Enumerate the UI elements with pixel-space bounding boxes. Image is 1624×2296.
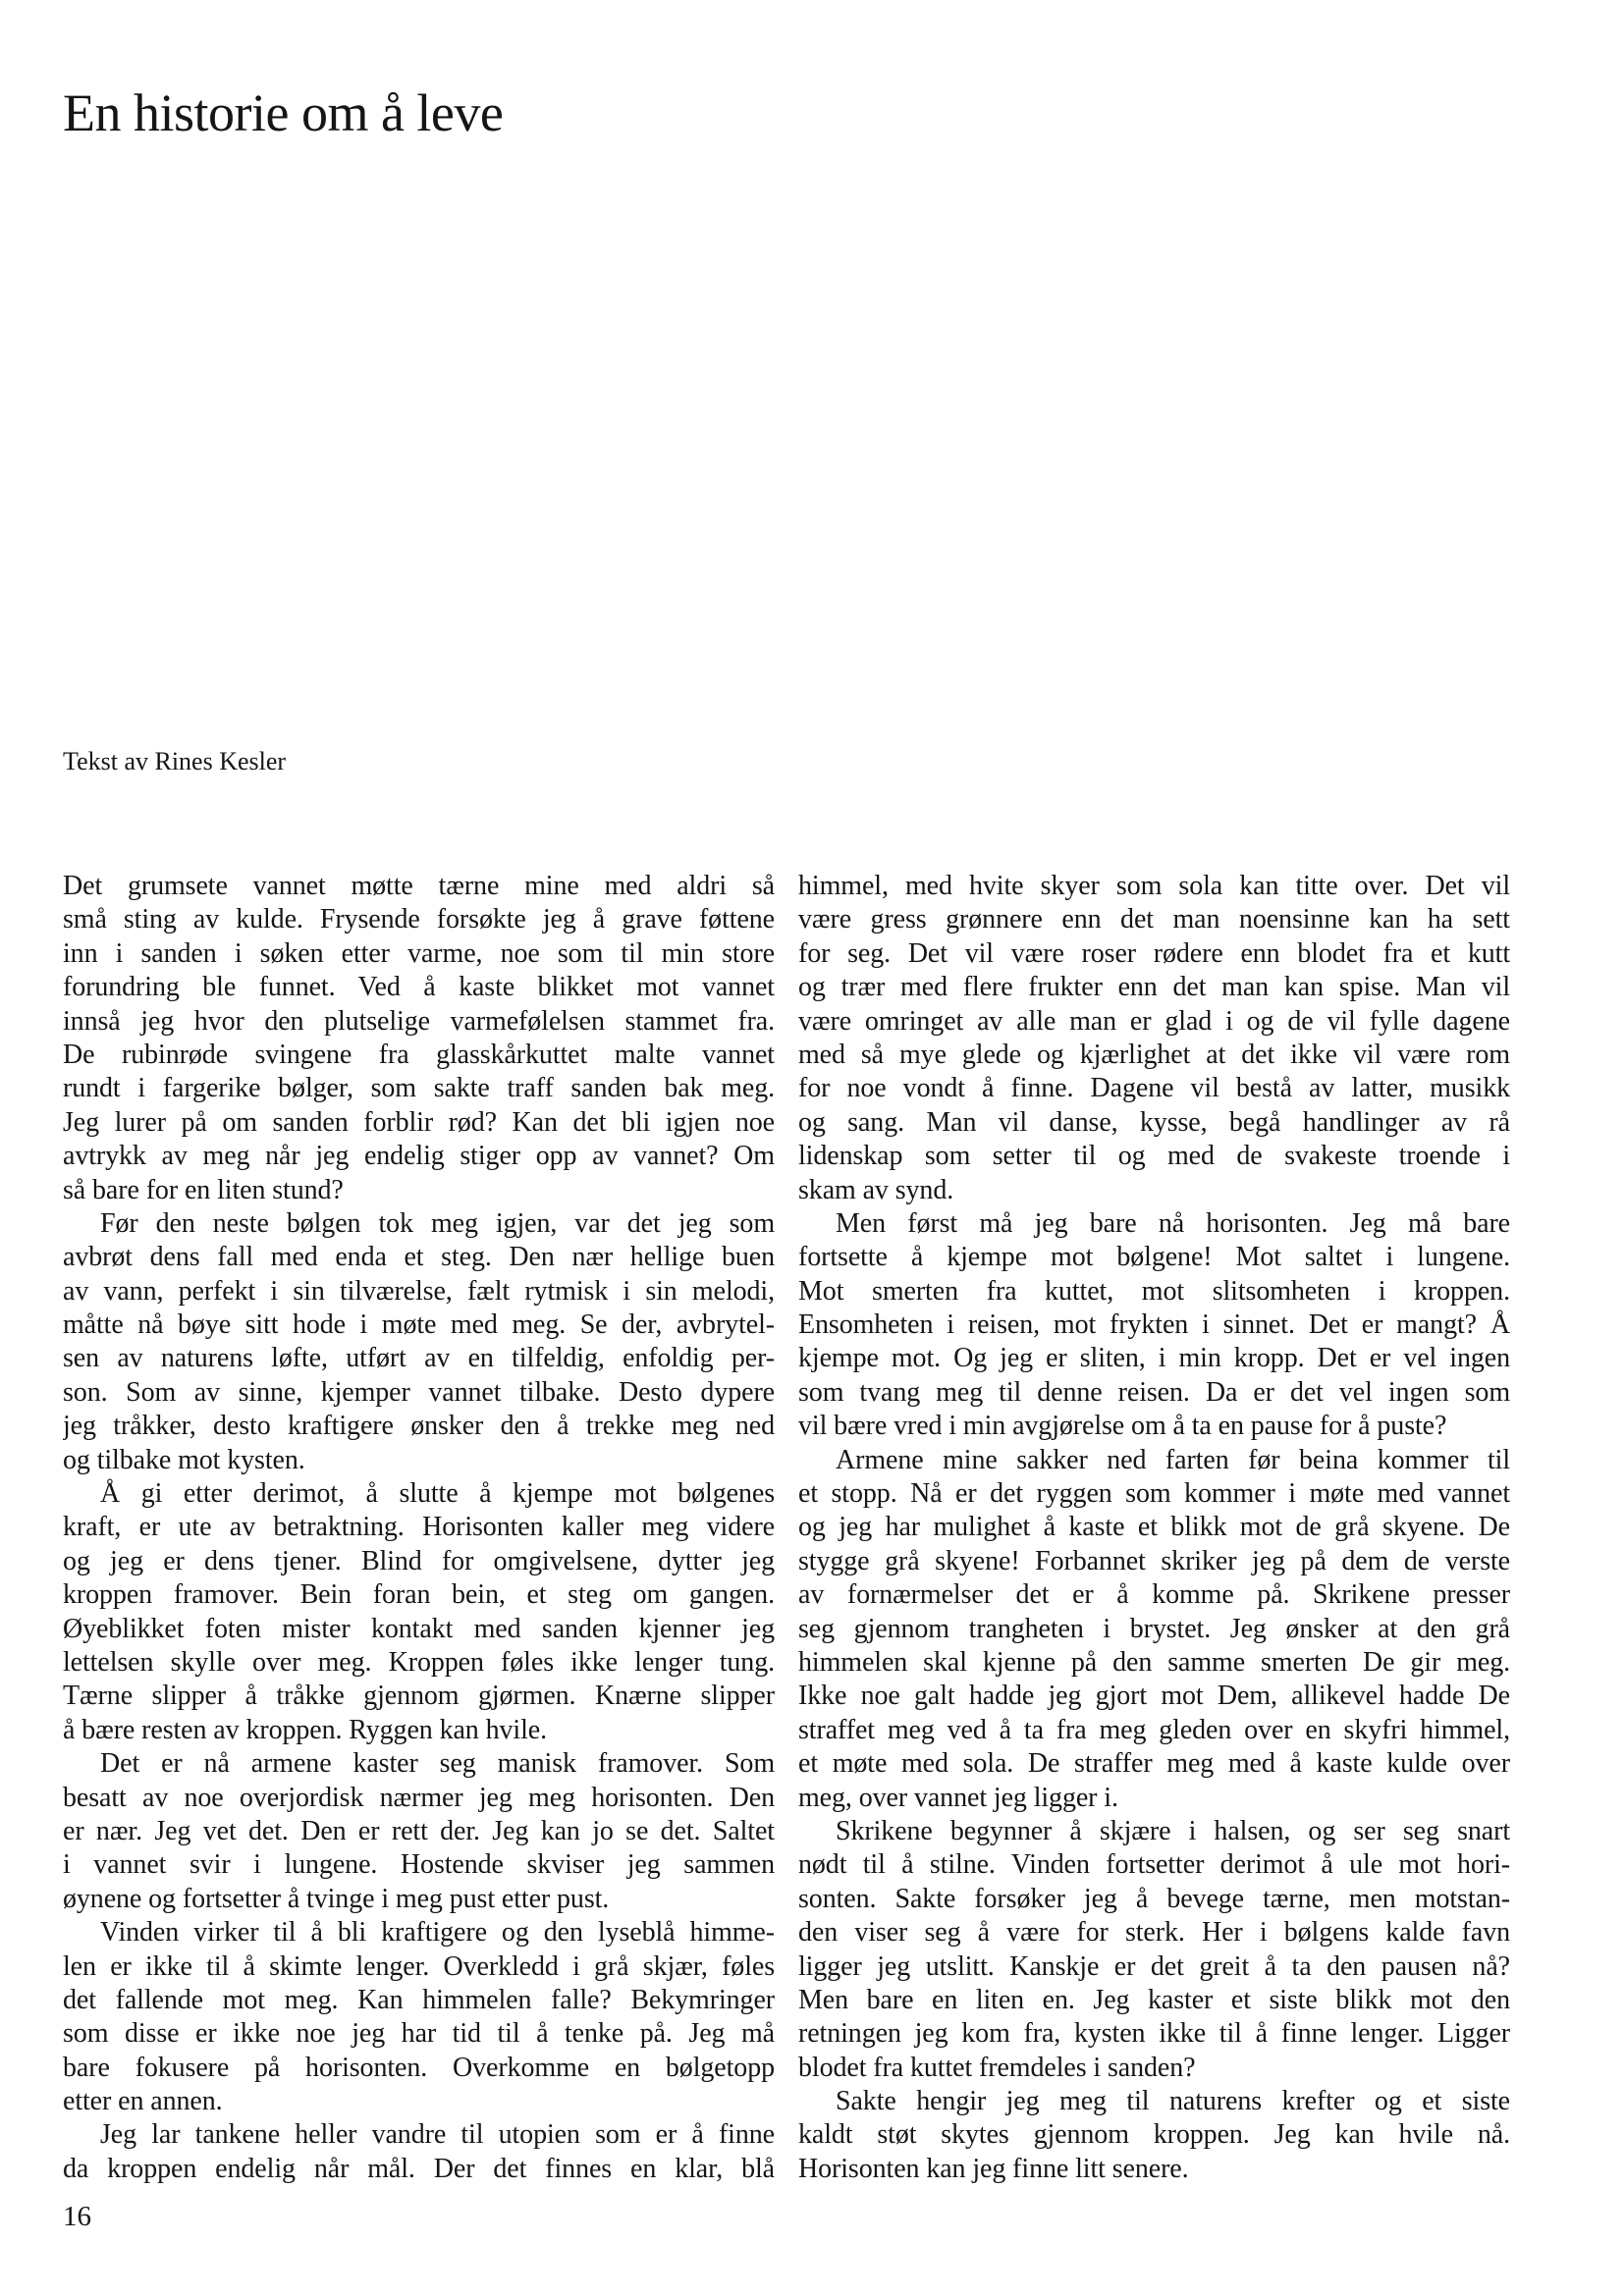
body-column-left [63,870,775,2186]
paragraph [798,1444,1510,1815]
text-line: øynene og fortsetter å tvinge i meg pust etter pust. [63,1883,610,1914]
text-line: jeg tråkker, desto kraftigere ønsker den å trekke meg ned [63,1411,775,1442]
paragraph [798,1815,1510,2085]
paragraph [63,870,775,1207]
article-title: En historie om å leve [63,83,504,143]
text-line: Sakte hengir jeg meg til naturens krefter og et siste [836,2086,1510,2117]
text-line: å bære resten av kroppen. Ryggen kan hvile. [63,1714,547,1745]
text-line: for noe vondt å finne. Dagene vil bestå av latter, musikk [798,1073,1510,1104]
text-line: fortsette å kjempe mot bølgene! Mot saltet i lungene. [798,1242,1510,1273]
text-line: rundt i fargerike bølger, som sakte traff sanden bak meg. [63,1073,775,1104]
text-line: som disse er ikke noe jeg har tid til å tenke på. Jeg må [63,2018,775,2050]
text-line: avbrøt dens fall med enda et steg. Den nær hellige buen [63,1242,775,1273]
text-line: Tærne slipper å tråkke gjennom gjørmen. Knærne slipper [63,1681,775,1712]
text-line: straffet meg ved å ta fra meg gleden over en skyfri himmel, [798,1714,1510,1745]
text-line: kroppen framover. Bein foran bein, et steg om gangen. [63,1579,775,1611]
text-line: Jeg lar tankene heller vandre til utopien som er å finne [100,2119,775,2151]
text-line: Armene mine sakker ned farten før beina kommer til [836,1444,1510,1475]
text-line: Ensomheten i reisen, mot frykten i sinnet. Det er mangt? Å [798,1309,1510,1341]
text-line: et møte med sola. De straffer meg med å kaste kulde over [798,1748,1510,1780]
text-line: Det grumsete vannet møtte tærne mine med aldri så [63,871,775,901]
text-line: Horisonten kan jeg finne litt senere. [798,2153,1189,2184]
text-line: Skrikene begynner å skjære i halsen, og ser seg snart [836,1815,1510,1846]
text-line: Det er nå armene kaster seg manisk framover. Som [100,1748,775,1780]
text-line: og sang. Man vil danse, kysse, begå handlinger av rå [798,1106,1510,1138]
text-line: len er ikke til å skimte lenger. Overkledd i grå skjær, føles [63,1950,775,1982]
text-line: Øyeblikket foten mister kontakt med sanden kjenner jeg [63,1613,775,1644]
text-line: og jeg har mulighet å kaste et blikk mot de grå skyene. De [798,1512,1510,1543]
paragraph [798,2085,1510,2186]
text-line: ligger jeg utslitt. Kanskje er det greit å ta den pausen nå? [798,1950,1510,1982]
text-line: Men først må jeg bare nå horisonten. Jeg må bare [836,1207,1510,1239]
text-line: Ikke noe galt hadde jeg gjort mot Dem, allikevel hadde De [798,1681,1510,1712]
text-line: retningen jeg kom fra, kysten ikke til å finne lenger. Ligger [798,2018,1510,2050]
text-line: himmelen skal kjenne på den samme smerten De gir meg. [798,1646,1510,1678]
text-line: seg gjennom trangheten i brystet. Jeg ønsker at den grå [798,1613,1510,1644]
text-line: være gress grønnere enn det man noensinne kan ha sett [798,904,1510,935]
text-line: så bare for en liten stund? [63,1174,344,1205]
text-line: det fallende mot meg. Kan himmelen falle? Bekymringer [63,1984,775,2015]
text-line: himmel, med hvite skyer som sola kan titte over. Det vil [798,871,1510,901]
text-line: skam av synd. [798,1174,954,1205]
text-line: kraft, er ute av betraktning. Horisonten kaller meg videre [63,1512,775,1543]
text-line: forundring ble funnet. Ved å kaste blikket mot vannet [63,972,775,1003]
text-line: sonten. Sakte forsøker jeg å bevege tærne, men motstan- [798,1883,1510,1914]
text-line: lettelsen skylle over meg. Kroppen føles ikke lenger tung. [63,1646,775,1678]
text-line: av vann, perfekt i sin tilværelse, fælt rytmisk i sin melodi, [63,1275,775,1307]
text-line: vil bære vred i min avgjørelse om å ta en pause for å puste? [798,1411,1447,1442]
text-line: innså jeg hvor den plutselige varmefølelsen stammet fra. [63,1005,775,1037]
text-line: inn i sanden i søken etter varme, noe som til min store [63,937,775,969]
text-line: son. Som av sinne, kjemper vannet tilbake. Desto dypere [63,1376,775,1408]
article-byline: Tekst av Rines Kesler [63,747,287,775]
paragraph [63,2118,775,2186]
article-body [63,870,1510,2186]
paragraph [63,1747,775,1916]
paragraph [63,1207,775,1477]
text-line: avtrykk av meg når jeg endelig stiger opp av vannet? Om [63,1141,775,1172]
text-line: stygge grå skyene! Forbannet skriker jeg på dem de verste [798,1545,1510,1576]
text-line: Vinden virker til å bli kraftigere og den lyseblå himme- [100,1917,775,1949]
paragraph [63,1916,775,2118]
text-line: kjempe mot. Og jeg er sliten, i min kropp. Det er vel ingen [798,1343,1510,1374]
text-line: Før den neste bølgen tok meg igjen, var det jeg som [100,1207,775,1239]
text-line: nødt til å stilne. Vinden fortsetter derimot å ule mot hori- [798,1849,1510,1881]
text-line: Mot smerten fra kuttet, mot slitsomheten i kroppen. [798,1275,1510,1307]
text-line: små sting av kulde. Frysende forsøkte jeg å grave føttene [63,904,775,935]
paragraph [798,870,1510,1207]
page-number: 16 [63,2201,91,2232]
text-line: og trær med flere frukter enn det man kan spise. Man vil [798,972,1510,1003]
text-line: et stopp. Nå er det ryggen som kommer i møte med vannet [798,1478,1510,1510]
text-line: da kroppen endelig når mål. Der det finnes en klar, blå [63,2153,775,2184]
text-line: besatt av noe overjordisk nærmer jeg meg horisonten. Den [63,1782,775,1813]
text-line: Jeg lurer på om sanden forblir rød? Kan det bli igjen noe [63,1106,775,1138]
text-line: som tvang meg til denne reisen. Da er det vel ingen som [798,1376,1510,1408]
text-line: måtte nå bøye sitt hode i møte med meg. Se der, avbrytel- [63,1309,775,1341]
text-line: Men bare en liten en. Jeg kaster et siste blikk mot den [798,1984,1510,2015]
text-line: med så mye glede og kjærlighet at det ikke vil være rom [798,1039,1510,1070]
text-line: etter en annen. [63,2086,223,2117]
text-line: i vannet svir i lungene. Hostende skviser jeg sammen [63,1849,775,1881]
text-line: blodet fra kuttet fremdeles i sanden? [798,2052,1196,2083]
text-line: være omringet av alle man er glad i og de vil fylle dagene [798,1005,1510,1037]
text-line: bare fokusere på horisonten. Overkomme en bølgetopp [63,2052,775,2083]
body-column-right [798,870,1510,2186]
text-line: av fornærmelser det er å komme på. Skrikene presser [798,1579,1510,1611]
paragraph [798,1207,1510,1444]
paragraph [63,1477,775,1747]
text-line: De rubinrøde svingene fra glasskårkuttet malte vannet [63,1039,775,1070]
text-line: den viser seg å være for sterk. Her i bølgens kalde favn [798,1917,1510,1949]
text-line: og tilbake mot kysten. [63,1444,305,1475]
text-line: er nær. Jeg vet det. Den er rett der. Jeg kan jo se det. Saltet [63,1815,775,1846]
text-line: Å gi etter derimot, å slutte å kjempe mot bølgenes [100,1478,775,1510]
text-line: og jeg er dens tjener. Blind for omgivelsene, dytter jeg [63,1545,775,1576]
text-line: lidenskap som setter til og med de svakeste troende i [798,1141,1510,1172]
text-line: for seg. Det vil være roser rødere enn blodet fra et kutt [798,937,1510,969]
text-line: sen av naturens løfte, utført av en tilfeldig, enfoldig per- [63,1343,775,1374]
text-line: meg, over vannet jeg ligger i. [798,1782,1118,1813]
text-line: kaldt støt skytes gjennom kroppen. Jeg kan hvile nå. [798,2119,1510,2151]
